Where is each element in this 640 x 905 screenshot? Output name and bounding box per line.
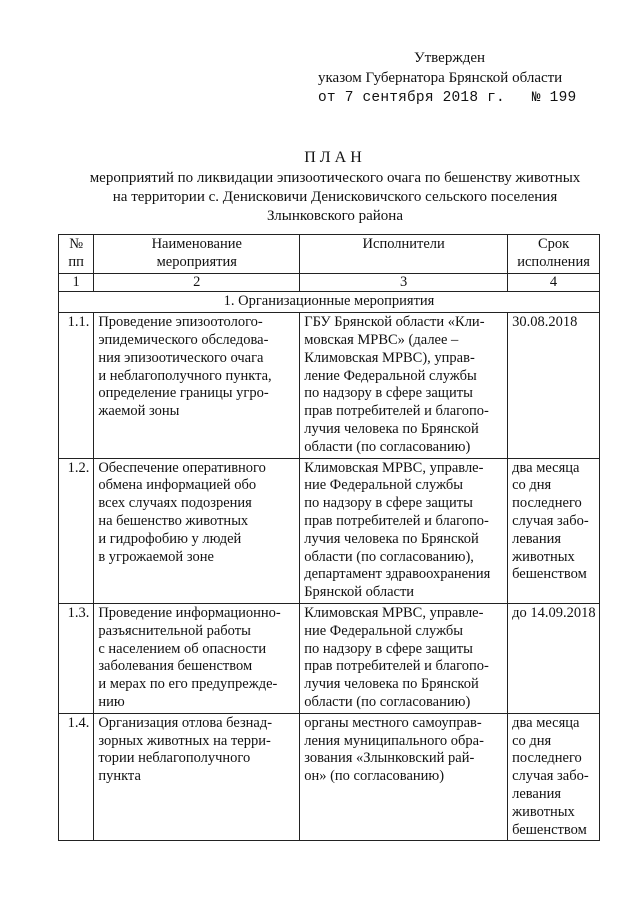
deadline-line: со дня (512, 477, 552, 494)
activity-name-line: разъяснительной работы (98, 622, 251, 639)
deadline-line: животных (512, 548, 575, 565)
header-num-line-1: № (69, 236, 84, 252)
column-number: 3 (300, 273, 508, 292)
header-executors-line-1: Исполнители (362, 236, 445, 252)
document-heading (40, 148, 630, 226)
deadline-line: случая забо- (512, 768, 589, 785)
deadline-line: два месяца (512, 714, 580, 731)
row-number: 1.3. (59, 603, 94, 713)
deadline-line: последнего (512, 750, 582, 767)
executors-line: мовская МРВС» (далее – (304, 331, 459, 348)
heading-line-3: Злынковского района (266, 208, 403, 224)
section-title: 1. Организационные мероприятия (59, 292, 600, 313)
heading-line-2: на территории с. Денисковичи Денисковичского сельского поселения (112, 189, 558, 205)
date-prefix: от (318, 90, 336, 106)
activity-name-line: всех случаях подозрения (98, 495, 252, 512)
activity-name-line: заболевания бешенством (98, 658, 253, 675)
executors-line: департамент здравоохранения (304, 566, 491, 583)
executors-line: прав потребителей и благопо- (304, 403, 489, 420)
deadline-line: левания (512, 530, 562, 547)
activity-name-line: Проведение информационно- (98, 604, 281, 621)
header-num (59, 235, 94, 274)
column-number-row (59, 273, 600, 292)
deadline-line: случая забо- (512, 512, 589, 529)
activity-name-line: и мерах по его предупрежде- (98, 676, 278, 693)
document-title: ПЛАН (304, 149, 366, 166)
executors-line: ние Федеральной службы (304, 622, 464, 639)
section-row (59, 292, 600, 313)
deadline-line: два месяца (512, 459, 580, 476)
deadline-line: последнего (512, 495, 582, 512)
column-number: 1 (59, 273, 94, 292)
activity-name-line: в угрожаемой зоне (98, 548, 214, 565)
activity-name-line: обмена информацией обо (98, 477, 257, 494)
deadline-line: бешенством (512, 566, 587, 583)
table-row (59, 603, 600, 713)
executors-line: ГБУ Брянской области «Кли- (304, 314, 485, 331)
column-number: 2 (94, 273, 300, 292)
executors-line: он» (по согласованию) (304, 768, 445, 785)
header-name-line-2: мероприятия (156, 253, 237, 270)
executors-line: прав потребителей и благопо- (304, 512, 489, 529)
header-executors (300, 235, 508, 274)
activity-name-line: определение границы угро- (98, 385, 269, 402)
row-number: 1.4. (59, 713, 94, 841)
executors-line: по надзору в сфере защиты (304, 385, 473, 402)
executors-line: зования «Злынковский рай- (304, 750, 475, 767)
header-term-line-1: Срок (537, 236, 570, 252)
activity-name-line: Проведение эпизоотолого- (98, 314, 263, 331)
activity-name-line: зорных животных на терри- (98, 732, 271, 749)
activity-name-line: эпидемического обследова- (98, 331, 269, 348)
approval-date: 7 сентября 2018 г. (344, 90, 505, 106)
column-number: 4 (508, 273, 600, 292)
deadline-cell (508, 458, 600, 603)
executors-line: ления муниципального обра- (304, 732, 484, 749)
table-row (59, 313, 600, 458)
executors-line: области (по согласованию) (304, 693, 471, 710)
activity-name-line: и гидрофобию у людей (98, 530, 242, 547)
executors-line: органы местного самоуправ- (304, 714, 482, 731)
activity-name-line: ния эпизоотического очага (98, 349, 264, 366)
header-term-line-2: исполнения (517, 253, 590, 270)
executors-line: по надзору в сфере защиты (304, 495, 473, 512)
executors-line: области (по согласованию) (304, 438, 471, 455)
approval-authority: указом Губернатора Брянской области (318, 70, 563, 86)
executors-line: Климовская МРВС, управле- (304, 604, 484, 621)
executors-line: области (по согласованию), (304, 548, 474, 565)
executors-line: Климовская МРВС), управ- (304, 349, 475, 366)
deadline-line: 30.08.2018 (512, 314, 578, 331)
table-row (59, 458, 600, 603)
header-name-line-1: Наименование (151, 236, 242, 252)
executors-line: ление Федеральной службы (304, 367, 477, 384)
executors-line: по надзору в сфере защиты (304, 640, 473, 657)
activity-name-line: Организация отлова безнад- (98, 714, 273, 731)
activity-name-line: тории неблагополучного (98, 750, 251, 767)
deadline-line: со дня (512, 732, 552, 749)
deadline-line: до 14.09.2018 (512, 604, 596, 621)
activity-name-cell (94, 603, 300, 713)
deadline-line: бешенством (512, 821, 587, 838)
header-term (508, 235, 600, 274)
executors-line: Брянской области (304, 584, 415, 601)
executors-line: лучия человека по Брянской (304, 530, 479, 547)
table-row (59, 713, 600, 841)
approval-block (318, 48, 618, 108)
executors-cell (300, 458, 508, 603)
deadline-cell (508, 603, 600, 713)
executors-cell (300, 603, 508, 713)
executors-line: лучия человека по Брянской (304, 676, 479, 693)
deadline-line: левания (512, 785, 562, 802)
executors-line: ние Федеральной службы (304, 477, 464, 494)
executors-line: прав потребителей и благопо- (304, 658, 489, 675)
executors-line: лучия человека по Брянской (304, 420, 479, 437)
header-num-line-2: пп (68, 253, 84, 270)
row-number: 1.2. (59, 458, 94, 603)
plan-table (58, 234, 600, 841)
deadline-cell (508, 313, 600, 458)
executors-cell (300, 713, 508, 841)
activity-name-cell (94, 713, 300, 841)
activity-name-line: пункта (98, 768, 141, 785)
activity-name-line: Обеспечение оперативного (98, 459, 266, 476)
deadline-cell (508, 713, 600, 841)
approval-number: 199 (549, 90, 577, 106)
number-prefix: № (531, 90, 541, 106)
header-name (94, 235, 300, 274)
activity-name-cell (94, 313, 300, 458)
activity-name-line: нию (98, 693, 125, 710)
executors-cell (300, 313, 508, 458)
activity-name-cell (94, 458, 300, 603)
header-row (59, 235, 600, 274)
activity-name-line: на бешенство животных (98, 512, 249, 529)
activity-name-line: с населением об опасности (98, 640, 267, 657)
approval-title: Утвержден (414, 50, 486, 66)
activity-name-line: жаемой зоны (98, 403, 180, 420)
deadline-line: животных (512, 803, 575, 820)
activity-name-line: и неблагополучного пункта, (98, 367, 272, 384)
heading-line-1: мероприятий по ликвидации эпизоотического очага по бешенству животных (89, 170, 581, 186)
row-number: 1.1. (59, 313, 94, 458)
executors-line: Климовская МРВС, управле- (304, 459, 484, 476)
approval-date-line (318, 88, 618, 108)
